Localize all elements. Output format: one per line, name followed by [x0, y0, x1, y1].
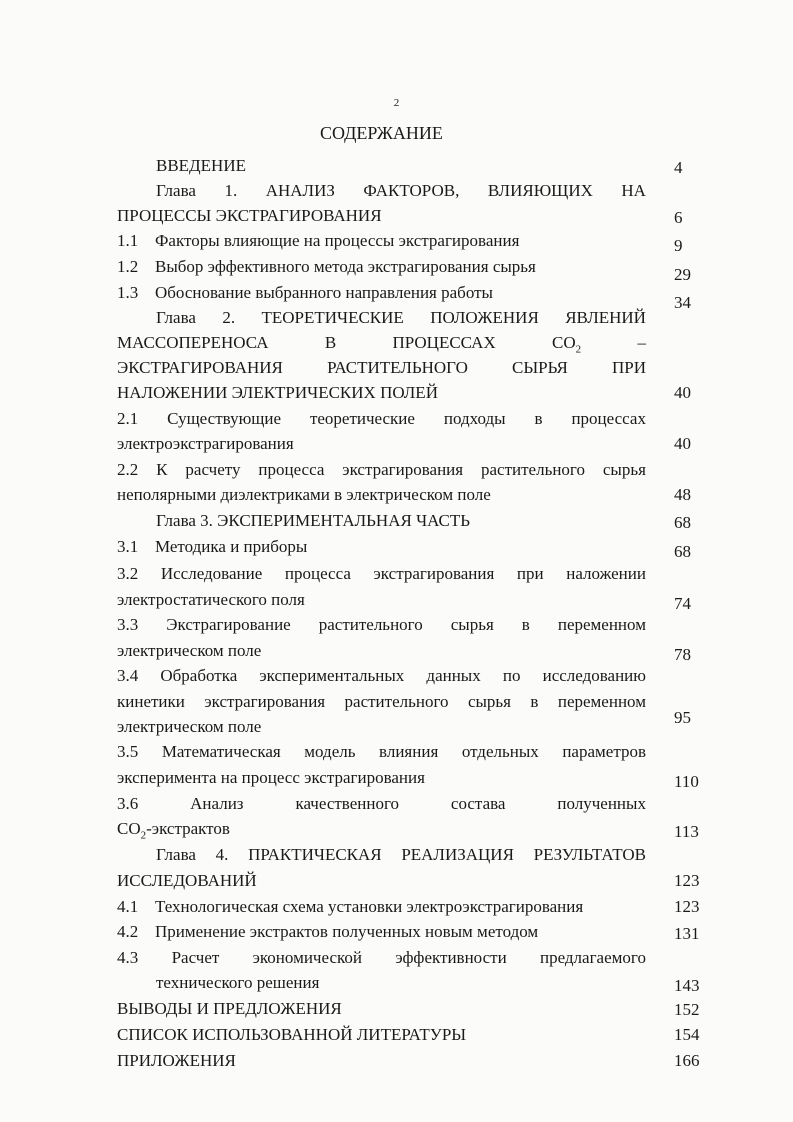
chapter-heading: Глава 3. ЭКСПЕРИМЕНТАЛЬНАЯ ЧАСТЬ — [156, 511, 471, 530]
toc-title: СОДЕРЖАНИЕ — [320, 123, 443, 143]
toc-page-number: 68 — [674, 513, 691, 532]
toc-item-cont: $CO_2$-экстрактов — [117, 819, 230, 842]
chapter-heading-cont: ИССЛЕДОВАНИЙ — [117, 871, 257, 890]
toc-item-cont: эксперимента на процесс экстрагирования — [117, 768, 425, 787]
chapter-heading-cont: ПРОЦЕССЫ ЭКСТРАГИРОВАНИЯ — [117, 206, 382, 225]
toc-page-number: 95 — [674, 708, 691, 727]
toc-page-number: 48 — [674, 485, 691, 504]
toc-item: 3.3 Экстрагирование растительного сырья в переменном — [117, 615, 646, 634]
toc-section: ВЫВОДЫ И ПРЕДЛОЖЕНИЯ — [117, 999, 342, 1018]
toc-item-cont: электростатического поля — [117, 590, 305, 609]
toc-item-cont: кинетики экстрагирования растительного сырья в переменном — [117, 692, 646, 711]
toc-page-number: 123 — [674, 897, 700, 916]
toc-page-number: 68 — [674, 542, 691, 561]
toc-item-cont: неполярными диэлектриками в электрическом поле — [117, 485, 491, 504]
toc-page-number: 152 — [674, 1000, 700, 1019]
toc-item-cont: электрическом поле — [117, 717, 262, 736]
toc-page-number: 9 — [674, 236, 683, 255]
toc-page-number: 154 — [674, 1025, 700, 1044]
toc-item: 3.5 Математическая модель влияния отдельных параметров — [117, 742, 646, 761]
toc-page-number: 40 — [674, 434, 691, 453]
toc-page-number: 6 — [674, 208, 683, 227]
toc-item: 4.3 Расчет экономической эффективности предлагаемого — [117, 948, 646, 967]
toc-item: 2.1 Существующие теоретические подходы в процессах — [117, 409, 646, 428]
chapter-heading-cont: МАССОПЕРЕНОСА В ПРОЦЕССАХ $CO_2$ – — [117, 333, 646, 356]
toc-section: ПРИЛОЖЕНИЯ — [117, 1051, 236, 1070]
toc-item: 4.1 Технологическая схема установки электроэкстрагирования — [117, 897, 584, 916]
toc-page-number: 143 — [674, 976, 700, 995]
chapter-heading-cont: НАЛОЖЕНИИ ЭЛЕКТРИЧЕСКИХ ПОЛЕЙ — [117, 383, 438, 402]
chapter-heading: Глава 4. ПРАКТИЧЕСКАЯ РЕАЛИЗАЦИЯ РЕЗУЛЬТАТОВ — [156, 845, 646, 864]
toc-item: 4.2 Применение экстрактов полученных новым методом — [117, 922, 539, 941]
toc-item: 3.6 Анализ качественного состава полученных — [117, 794, 646, 813]
toc-page-number: 166 — [674, 1051, 700, 1070]
chapter-heading: Глава 2. ТЕОРЕТИЧЕСКИЕ ПОЛОЖЕНИЯ ЯВЛЕНИЙ — [156, 308, 646, 327]
toc-page-number: 74 — [674, 594, 691, 613]
toc-page-number: 29 — [674, 265, 691, 284]
toc-page-number: 40 — [674, 383, 691, 402]
toc-item: 2.2 К расчету процесса экстрагирования растительного сырья — [117, 460, 646, 479]
toc-item: 3.2 Исследование процесса экстрагирования при наложении — [117, 564, 646, 583]
toc-page-number: 34 — [674, 293, 691, 312]
toc-page-number: 113 — [674, 822, 699, 841]
toc-item: 1.1 Факторы влияющие на процессы экстрагирования — [117, 231, 520, 250]
toc-page-number: 4 — [674, 158, 683, 177]
toc-section: СПИСОК ИСПОЛЬЗОВАННОЙ ЛИТЕРАТУРЫ — [117, 1025, 467, 1044]
toc-page-number: 131 — [674, 924, 700, 943]
toc-item-cont: электрическом поле — [117, 641, 262, 660]
toc-item-cont: технического решения — [156, 973, 320, 992]
toc-intro: ВВЕДЕНИЕ — [156, 156, 246, 175]
toc-item: 1.3 Обоснование выбранного направления работы — [117, 283, 493, 302]
toc-item-cont: электроэкстрагирования — [117, 434, 294, 453]
toc-item: 3.4 Обработка экспериментальных данных по исследованию — [117, 666, 646, 685]
toc-page-number: 110 — [674, 772, 699, 791]
chapter-heading: Глава 1. АНАЛИЗ ФАКТОРОВ, ВЛИЯЮЩИХ НА — [156, 181, 646, 200]
toc-page-number: 78 — [674, 645, 691, 664]
toc-item: 1.2 Выбор эффективного метода экстрагирования сырья — [117, 257, 536, 276]
toc-page-number: 123 — [674, 871, 700, 890]
chapter-heading-cont: ЭКСТРАГИРОВАНИЯ РАСТИТЕЛЬНОГО СЫРЬЯ ПРИ — [117, 358, 646, 377]
page-number: 2 — [393, 97, 400, 109]
toc-item: 3.1 Методика и приборы — [117, 537, 308, 556]
